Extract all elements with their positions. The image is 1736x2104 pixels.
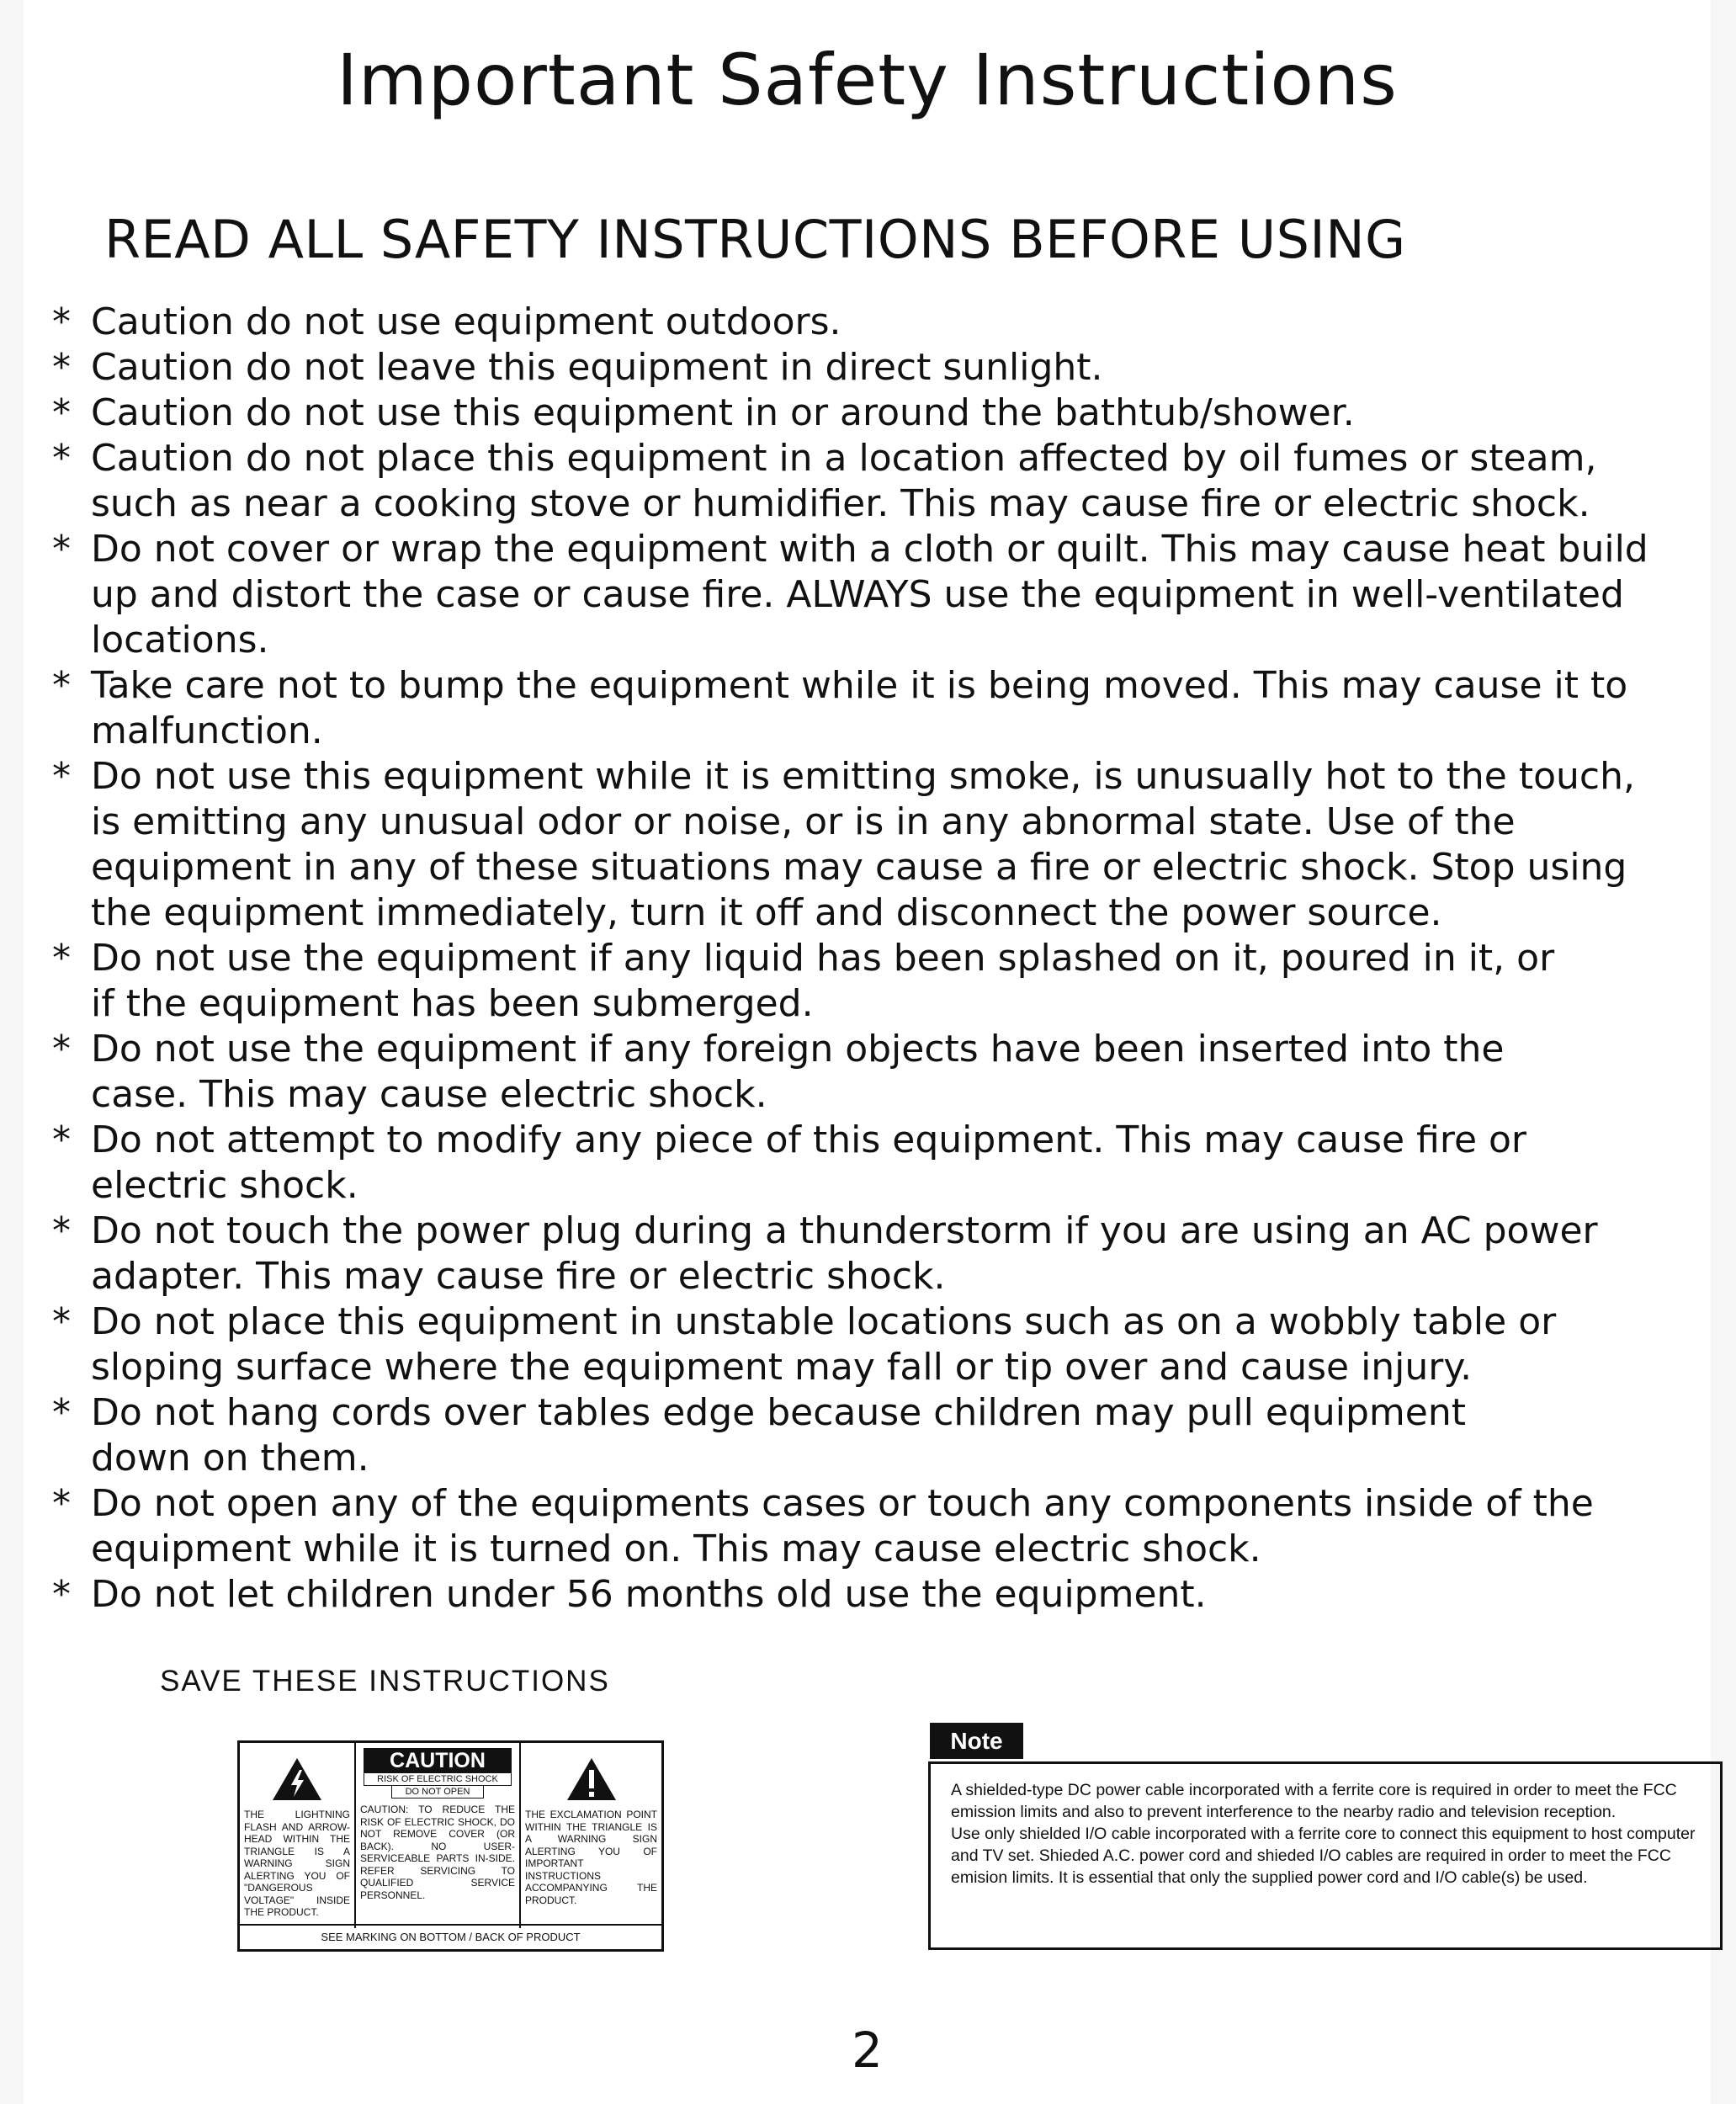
note-paragraph: Use only shielded I/O cable incorporated with a ferrite core to connect this equipment to host computer and TV set. Shieded A.C. power cord and shieded I/O cables are required in order to meet the FCC emision limits. It is essential that only the supplied power cord and I/O cable(s) be used.: [951, 1825, 1696, 1887]
risk-of-shock-text: RISK OF ELECTRIC SHOCK: [364, 1773, 512, 1786]
instruction-text: Take care not to bump the equipment while it is being moved. This may cause it to malfunction.: [91, 664, 1628, 752]
instruction-text: Caution do not use this equipment in or around the bathtub/shower.: [91, 391, 1355, 434]
instruction-text: Do not attempt to modify any piece of this equipment. This may cause fire or electric shock.: [91, 1118, 1527, 1207]
bullet-star: *: [52, 528, 71, 571]
caution-heading: CAUTION: [364, 1748, 512, 1773]
instruction-text: Do not let children under 56 months old use the equipment.: [91, 1573, 1207, 1616]
section-heading: READ ALL SAFETY INSTRUCTIONS BEFORE USING: [104, 209, 1406, 270]
bullet-star: *: [52, 300, 71, 343]
bullet-star: *: [52, 1573, 71, 1616]
instruction-text: Do not use the equipment if any foreign objects have been inserted into the case. This may cause electric shock.: [91, 1028, 1505, 1116]
list-item: [52, 1572, 1706, 1618]
safety-instruction-list: [52, 300, 1706, 1618]
list-item: [52, 663, 1706, 754]
instruction-text: Caution do not leave this equipment in direct sunlight.: [91, 346, 1103, 389]
instruction-text: Do not open any of the equipments cases or touch any components inside of the equipment while it is turned on. This may cause electric shock.: [91, 1482, 1594, 1570]
page-title: Important Safety Instructions: [337, 39, 1398, 121]
caution-left-column: [240, 1743, 356, 1928]
caution-columns: [240, 1743, 661, 1928]
caution-bottom-text: SEE MARKING ON BOTTOM / BACK OF PRODUCT: [240, 1924, 661, 1949]
bullet-star: *: [52, 1482, 71, 1525]
caution-middle-text: CAUTION: TO REDUCE THE RISK OF ELECTRIC SHOCK, DO NOT REMOVE COVER (OR BACK). NO USER-SERVICEABLE PARTS IN-SIDE. REFER SERVICING TO QUALIFIED SERVICE PERSONNEL.: [360, 1804, 515, 1901]
page-number: 2: [852, 2022, 883, 2079]
list-item: [52, 391, 1706, 436]
list-item: [52, 1481, 1706, 1572]
bullet-star: *: [52, 755, 71, 798]
instruction-text: Do not place this equipment in unstable locations such as on a wobbly table or sloping surface where the equipment may fall or tip over and cause injury.: [91, 1300, 1557, 1389]
manual-page: [24, 0, 1711, 2104]
list-item: [52, 527, 1706, 663]
note-label: Note: [930, 1723, 1023, 1759]
bullet-star: *: [52, 1028, 71, 1071]
bullet-star: *: [52, 1300, 71, 1343]
instruction-text: Do not hang cords over tables edge because children may pull equipment down on them.: [91, 1391, 1466, 1480]
caution-right-column: [521, 1743, 661, 1928]
note-box: [928, 1761, 1723, 1950]
list-item: [52, 1209, 1706, 1299]
save-instructions-text: SAVE THESE INSTRUCTIONS: [160, 1665, 610, 1698]
lightning-warning-icon: [271, 1756, 323, 1802]
caution-label: [237, 1740, 664, 1952]
bullet-star: *: [52, 437, 71, 480]
caution-middle-column: [356, 1743, 521, 1928]
do-not-open-text: DO NOT OPEN: [391, 1786, 484, 1798]
bullet-star: *: [52, 937, 71, 980]
instruction-text: Do not cover or wrap the equipment with a cloth or quilt. This may cause heat build up and distort the case or cause fire. ALWAYS use the equipment in well-ventilated locations.: [91, 528, 1648, 661]
list-item: [52, 936, 1706, 1027]
bullet-star: *: [52, 664, 71, 707]
bullet-star: *: [52, 346, 71, 389]
instruction-text: Do not touch the power plug during a thunderstorm if you are using an AC power adapter. This may cause fire or electric shock.: [91, 1209, 1598, 1298]
list-item: [52, 1299, 1706, 1390]
list-item: [52, 1118, 1706, 1209]
bullet-star: *: [52, 391, 71, 434]
bullet-star: *: [52, 1118, 71, 1161]
bullet-star: *: [52, 1209, 71, 1252]
list-item: [52, 1390, 1706, 1481]
list-item: [52, 300, 1706, 345]
exclamation-warning-icon: [565, 1756, 618, 1802]
list-item: [52, 754, 1706, 936]
caution-right-text: THE EXCLAMATION POINT WITHIN THE TRIANGLE IS A WARNING SIGN ALERTING YOU OF IMPORTANT INSTRUCTIONS ACCOMPANYING THE PRODUCT.: [525, 1809, 657, 1906]
list-item: [52, 345, 1706, 391]
caution-left-text: THE LIGHTNING FLASH AND ARROW-HEAD WITHIN THE TRIANGLE IS A WARNING SIGN ALERTING YOU OF "DANGEROUS VOLTAGE" INSIDE THE PRODUCT.: [244, 1809, 350, 1918]
instruction-text: Caution do not place this equipment in a location affected by oil fumes or steam, such as near a cooking stove or humidifier. This may cause fire or electric shock.: [91, 437, 1597, 525]
instruction-text: Do not use the equipment if any liquid has been splashed on it, poured in it, or if the equipment has been submerged.: [91, 937, 1555, 1025]
instruction-text: Do not use this equipment while it is emitting smoke, is unusually hot to the touch, is emitting any unusual odor or noise, or is in any abnormal state. Use of the equipment in any of these situations may cause a fire or electric shock. Stop using the equipment immediately, turn it off and disconnect the power source.: [91, 755, 1635, 934]
note-paragraph: A shielded-type DC power cable incorporated with a ferrite core is required in order to meet the FCC emission limits and also to prevent interference to the nearby radio and television reception.: [951, 1781, 1677, 1821]
list-item: [52, 1027, 1706, 1118]
instruction-text: Caution do not use equipment outdoors.: [91, 300, 841, 343]
bullet-star: *: [52, 1391, 71, 1434]
list-item: [52, 436, 1706, 527]
